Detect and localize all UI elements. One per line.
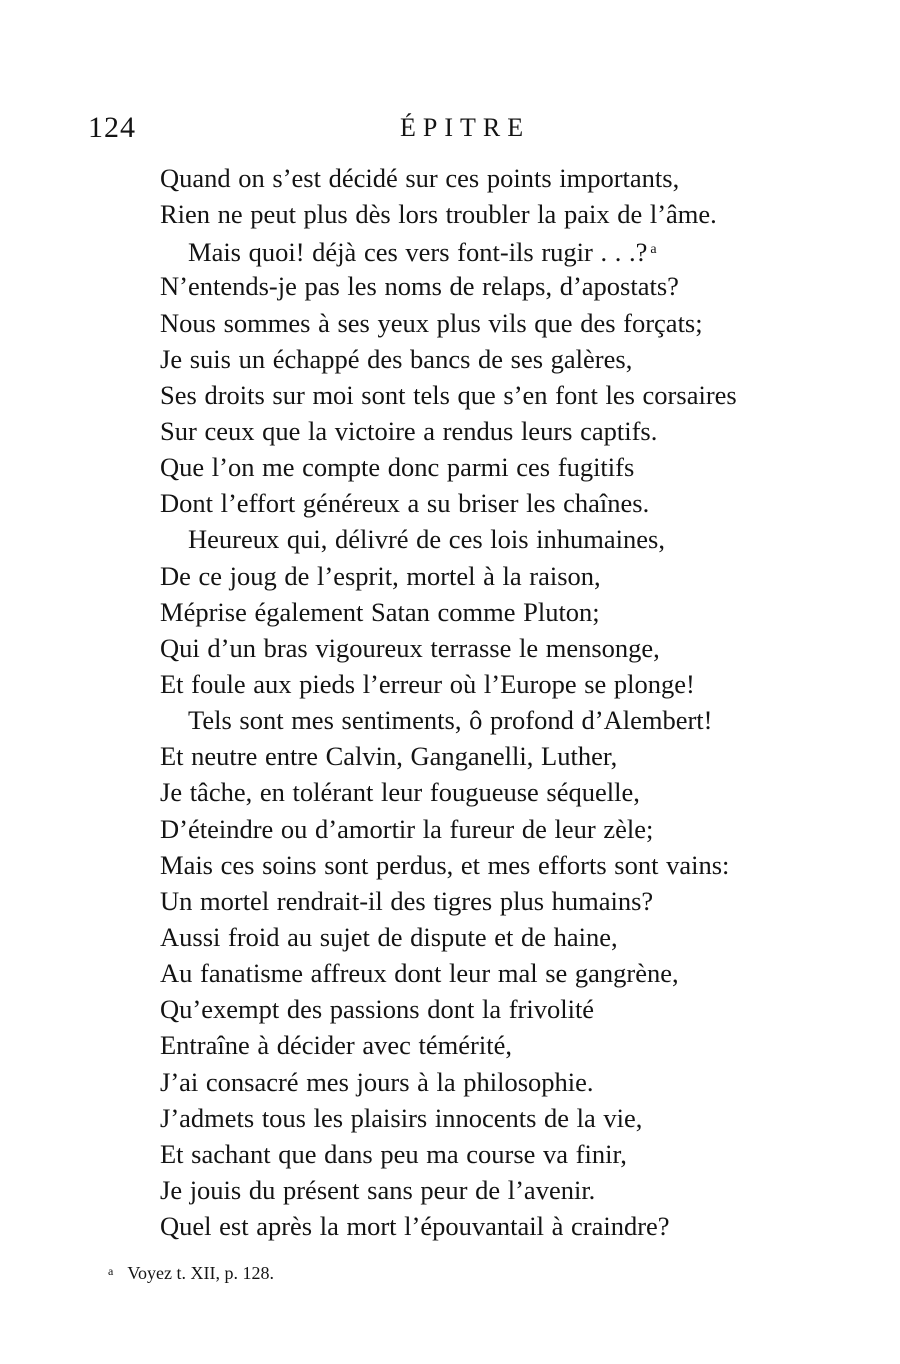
- verse-line: Un mortel rendrait-il des tigres plus humains?: [160, 885, 654, 916]
- verse-line: Sur ceux que la victoire a rendus leurs captifs.: [160, 415, 658, 446]
- footnote-mark: a: [108, 1264, 114, 1278]
- verse-line: Quel est après la mort l’épouvantail à craindre?: [160, 1211, 670, 1242]
- verse-line: Je suis un échappé des bancs de ses galères,: [160, 343, 633, 374]
- verse-line: J’admets tous les plaisirs innocents de la vie,: [160, 1102, 643, 1133]
- poem-verse: [160, 160, 880, 1244]
- verse-line: Méprise également Satan comme Pluton;: [160, 596, 600, 627]
- verse-line: Dont l’effort généreux a su briser les chaînes.: [160, 488, 650, 519]
- verse-line: Mais ces soins sont perdus, et mes efforts sont vains:: [160, 849, 730, 880]
- footnote-text: Voyez t. XII, p. 128.: [127, 1263, 274, 1283]
- verse-line-text: Mais quoi! déjà ces vers font-ils rugir . . .?: [188, 237, 648, 268]
- verse-line: Au fanatisme affreux dont leur mal se gangrène,: [160, 958, 679, 989]
- verse-line: Qui d’un bras vigoureux terrasse le mensonge,: [160, 632, 660, 663]
- verse-line: Que l’on me compte donc parmi ces fugitifs: [160, 452, 635, 483]
- verse-line: D’éteindre ou d’amortir la fureur de leur zèle;: [160, 813, 654, 844]
- page-header: [0, 108, 900, 148]
- verse-line: Nous sommes à ses yeux plus vils que des forçats;: [160, 307, 703, 338]
- verse-line: Qu’exempt des passions dont la frivolité: [160, 994, 595, 1025]
- verse-line: N’entends-je pas les noms de relaps, d’apostats?: [160, 271, 679, 302]
- footnote: [108, 1258, 274, 1286]
- footnote-reference: a: [650, 242, 657, 258]
- verse-line: Et foule aux pieds l’erreur où l’Europe se plonge!: [160, 668, 695, 699]
- verse-line: Heureux qui, délivré de ces lois inhumaines,: [188, 524, 665, 555]
- verse-line: Je jouis du présent sans peur de l’avenir.: [160, 1174, 596, 1205]
- verse-line: Je tâche, en tolérant leur fougueuse séquelle,: [160, 777, 640, 808]
- page-number: 124: [88, 111, 136, 144]
- verse-line: De ce joug de l’esprit, mortel à la raison,: [160, 560, 601, 591]
- verse-line: Quand on s’est décidé sur ces points importants,: [160, 163, 680, 193]
- running-title: ÉPITRE: [400, 113, 531, 142]
- verse-line: Rien ne peut plus dès lors troubler la paix de l’âme.: [160, 199, 717, 230]
- verse-line: Et neutre entre Calvin, Ganganelli, Luther,: [160, 741, 618, 772]
- verse-line: Tels sont mes sentiments, ô profond d’Alembert!: [188, 705, 713, 736]
- verse-line: Aussi froid au sujet de dispute et de haine,: [160, 921, 618, 952]
- verse-line: Ses droits sur moi sont tels que s’en font les corsaires: [160, 379, 737, 410]
- verse-line: J’ai consacré mes jours à la philosophie.: [160, 1066, 594, 1097]
- verse-line: Et sachant que dans peu ma course va finir,: [160, 1138, 627, 1169]
- verse-line-with-note: [160, 232, 880, 268]
- verse-line: Entraîne à décider avec témérité,: [160, 1030, 512, 1061]
